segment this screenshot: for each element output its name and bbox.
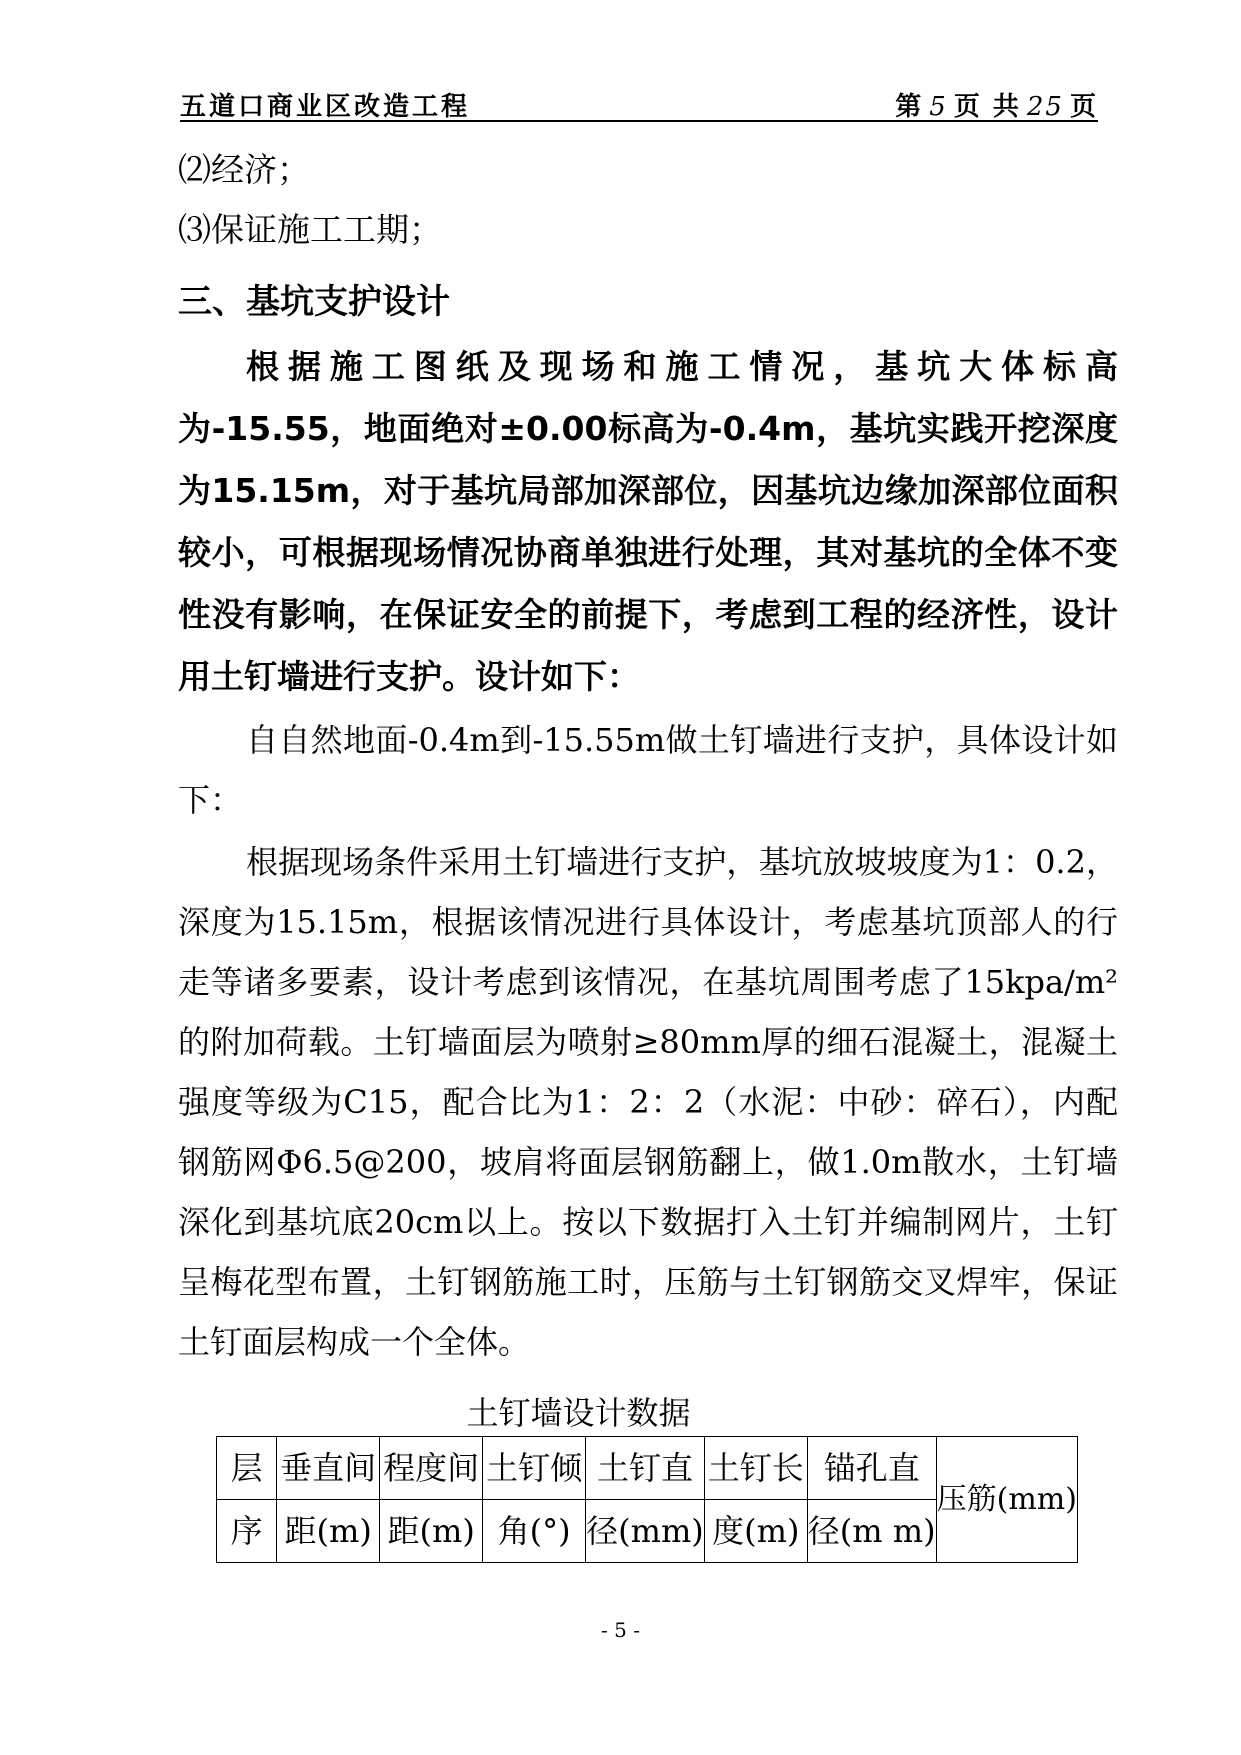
page-header [180,84,1098,122]
table-header-cell: 程度间 [380,1437,483,1500]
page-prefix: 第 [895,92,924,122]
table-header-cell: 距(m) [277,1500,380,1563]
table-header-cell: 土钉直 [586,1437,705,1500]
current-page-number: 5 [929,92,948,122]
total-page-number: 25 [1026,92,1064,122]
table-header-cell: 土钉倾 [483,1437,586,1500]
table-header-cell: 土钉长 [704,1437,807,1500]
section-heading: 三、基坑支护设计 [178,282,450,322]
paragraph: 自自然地面-0.4m到-15.55m做土钉墙进行支护，具体设计如下： [178,721,1118,819]
list-item: ⑵经济； [178,150,310,189]
table-header-cell: 度(m) [704,1500,807,1563]
document-title: 五道口商业区改造工程 [180,92,471,122]
table-header-cell: 序 [217,1500,277,1563]
body-content [178,140,1118,1372]
page-footer-number: - 5 - [601,1618,640,1642]
table-header-cell-merged: 压筋(mm) [936,1437,1077,1563]
design-data-table [216,1436,1078,1563]
list-item: ⑶保证施工工期； [178,210,442,249]
page-suffix: 页 [1069,92,1098,122]
table-header-cell: 角(°) [483,1500,586,1563]
table-header-cell: 径(m m) [807,1500,936,1563]
table-header-cell: 层 [217,1437,277,1500]
bold-paragraph: 根据施工图纸及现场和施工情况，基坑大体标高为-15.55，地面绝对±0.00标高为-0.4m，基坑实践开挖深度为15.15m，对于基坑局部加深部位，因基坑边缘加深部位面积较小，可根据现场情况协商单独进行处理，其对基坑的全体不变性没有影响，在保证安全的前提下，考虑到工程的经济性，设计用土钉墙进行支护。设计如下： [178,347,1118,696]
table-title: 土钉墙设计数据 [466,1394,691,1432]
table-header-cell: 垂直间 [277,1437,380,1500]
table-header-cell: 距(m) [380,1500,483,1563]
table-header-cell: 锚孔直 [807,1437,936,1500]
table-header-row [217,1437,1078,1500]
table-header-cell: 径(mm) [586,1500,705,1563]
paragraph: 根据现场条件采用土钉墙进行支护，基坑放坡坡度为1：0.2，深度为15.15m，根据该情况进行具体设计，考虑基坑顶部人的行走等诸多要素，设计考虑到该情况，在基坑周围考虑了15kpa/m²的附加荷载。土钉墙面层为喷射≥80mm厚的细石混凝土，混凝土强度等级为C15，配合比为1：2：2（水泥：中砂：碎石），内配钢筋网Φ6.5@200，坡肩将面层钢筋翻上，做1.0m散水，土钉墙深化到基坑底20cm以上。按以下数据打入土钉并编制网片，土钉呈梅花型布置，土钉钢筋施工时，压筋与土钉钢筋交叉焊牢，保证土钉面层构成一个全体。 [178,843,1118,1361]
page-mid: 页 共 [953,92,1021,122]
page-indicator [895,86,1098,123]
